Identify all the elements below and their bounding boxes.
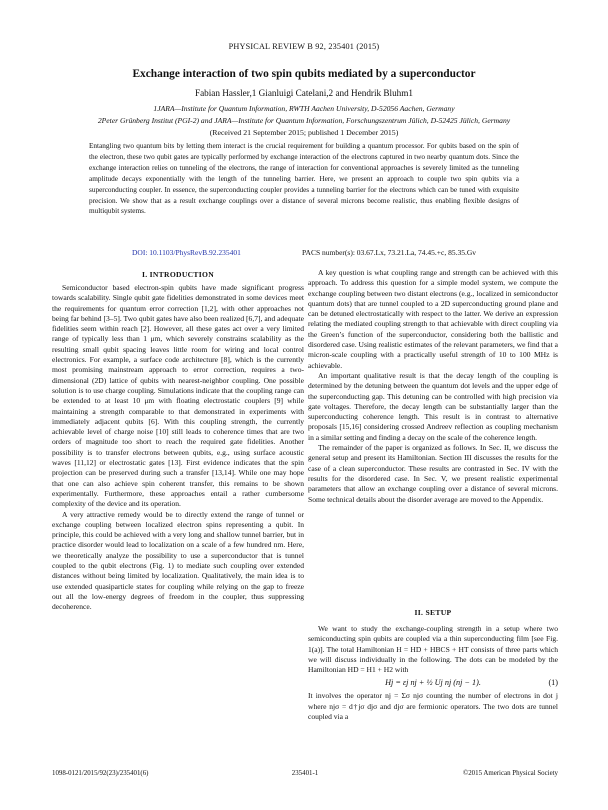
footer-code: 1098-0121/2015/92(23)/235401(6)	[52, 770, 149, 777]
abstract: Entangling two quantum bits by letting them interact is the crucial requirement for building a quantum processor. For qubits based on the spin of the electron, these two qubit gates are typically performed by exchange interaction of the electrons captured in two nearby quantum dots. Since the exchange interaction relies on tunneling of the electrons, the range of interaction for conventional approaches is severely limited as the tunneling amplitude decays exponentially with the length of the tunneling barrier. Here, we present an approach to couple two spin qubits via a superconducting coupler. In essence, the superconducting coupler provides a tunneling barrier for the electrons which can be tuned with exquisite precision. We show that as a result exchange couplings over a distance of several microns become realistic, thus enabling flexible designs of multiqubit systems.	[89, 142, 519, 216]
section-heading-setup: II. SETUP	[414, 608, 452, 617]
affiliation-1: 1JARA—Institute for Quantum Information, RWTH Aachen University, D-52056 Aachen, Germany	[153, 104, 455, 113]
affiliation-2: 2Peter Grünberg Institut (PGI-2) and JARA—Institute for Quantum Information, Forschungszentrum Jülich, D-52425 Jülich, Germany	[97, 116, 511, 125]
paper-title: Exchange interaction of two spin qubits mediated by a superconductor	[132, 68, 476, 80]
doi-link[interactable]: DOI: 10.1103/PhysRevB.92.235401	[132, 248, 241, 257]
setup-paragraph: It involves the operator nj = Σσ njσ counting the number of electrons in dot j where njσ = d†jσ djσ and djσ are fermionic operators. The two dots are tunnel coupled via a	[308, 691, 558, 722]
intro-paragraph: A key question is what coupling range and strength can be achieved with this approach. To address this question for a simple model system, we compute the exchange coupling between two distant electrons (e.g., localized in semiconductor quantum dots) that are tunnel coupled to a 2D superconducting ground plane and can be detuned electrostatically with respect to the latter. We derive an expression relating the mediated coupling strength to that achievable with direct coupling via the Green’s function of the superconductor, considering both the ballistic and disordered case. Using realistic estimates of the relevant parameters, we find that a micron-scale coupling with a practically useful strength of 10 to 100 MHz is achievable.	[308, 268, 558, 370]
setup-column	[308, 624, 558, 722]
setup-paragraph: We want to study the exchange-coupling strength in a setup where two semiconducting spin qubits are coupled via a thin superconducting film [see Fig. 1(a)]. The total Hamiltonian H = HD + HBCS + HT consists of three parts which we will discuss individually in the following. The dots can be modeled by the Hamiltonian HD = H1 + H2 with	[308, 624, 558, 675]
intro-paragraph: A very attractive remedy would be to directly extend the range of tunnel or exchange coupling between localized electron spins representing a qubit. In principle, this could be achieved with a very long and shallow tunnel barrier, but in practice disorder would lead to localization on a scale of a few hundred nm. Here, we theoretically analyze the possibility to use a superconductor that is tunnel coupled to the qubit electrons (Fig. 1) to mediate such coupling over extended distances without being limited by localization. Qualitatively, the main idea is to use extended quasiparticle states for coupling while relying on the gap to freeze out all the low-energy degrees of freedom in the coupler, thus suppressing decoherence.	[52, 509, 304, 612]
publication-dates: (Received 21 September 2015; published 1 December 2015)	[209, 128, 399, 137]
intro-left-column	[52, 283, 304, 613]
equation-body: Hj = εj nj + ½ Uj nj (nj − 1).	[385, 678, 481, 688]
footer-copyright: ©2015 American Physical Society	[463, 770, 558, 777]
intro-paragraph: The remainder of the paper is organized as follows. In Sec. II, we discuss the general setup and present its Hamiltonian. Section III discusses the results for the case of a clean superconductor. These results are contrasted in Sec. IV with the results for the disordered case. In Sec. V, we present realistic experimental parameters that allow an exchange coupling over a distance of several microns. Some technical details about the disorder average are moved to the Appendix.	[308, 443, 558, 504]
intro-right-column	[308, 268, 558, 505]
equation-number: (1)	[548, 678, 558, 688]
footer-page-number: 235401-1	[291, 770, 319, 777]
author-list: Fabian Hassler,1 Gianluigi Catelani,2 and Hendrik Bluhm1	[194, 88, 414, 98]
page-footer	[52, 770, 558, 777]
equation-1	[308, 675, 558, 691]
section-heading-introduction: I. INTRODUCTION	[141, 270, 214, 279]
intro-paragraph: An important qualitative result is that the decay length of the coupling is determined by the detuning between the quantum dot levels and the upper edge of the superconducting gap. This detuning can be controlled with high precision via gate voltages. Therefore, the decay length can be substantially larger than the superconducting coherence length. This result is in contrast to alternative proposals [15,16] considering crossed Andreev reflection as coupling mechanism in a similar setting and finding a decay on the scale of the coherence length.	[308, 370, 558, 442]
doi-pacs-line	[132, 248, 476, 257]
intro-paragraph: Semiconductor based electron-spin qubits have made significant progress towards scalability. Single qubit gate fidelities demonstrated in some devices meet the requirements for quantum error correction [1,2], with other approaches not being far behind [3–5]. Two qubit gates have also been realized [6,7], and adequate fidelities seem within reach [2]. However, all these gates act over a very limited range of typically less than 1 μm, which severely constrains scalability as the resulting small qubit spacing leaves little room for wiring and local control electronics. For example, a surface code architecture [8], which is the currently most promising mainstream approach to error correction, requires a two-dimensional (2D) lattice of qubits with nearest-neighbor coupling. One possible solution is to use charge coupling. Simulations indicate that the coupling range can be extended to at least 10 μm with floating electrostatic couplers [9] while maintaining a strength comparable to that demonstrated in experiments with immediately adjacent qubits [6]. With this coupling strength, the currently achievable level of charge noise [10] still leads to coherence times that are two orders of magnitude too short to reach the required gate fidelities. Another possibility is to transfer electrons between qubits, e.g., using surface acoustic waves [11,12] or electrostatic gates [13]. First evidence indicates that the spin projection can be preserved during such a transfer [13,14]. While one may hope that one can also achieve spin coherent transfer, this remains to be shown experimentally. Furthermore, these approaches entail a rather cumbersome complexity of the device and its operation.	[52, 283, 304, 509]
pacs-numbers: PACS number(s): 03.67.Lx, 73.21.La, 74.45.+c, 85.35.Gv	[302, 248, 476, 257]
running-head: PHYSICAL REVIEW B 92, 235401 (2015)	[228, 42, 380, 51]
